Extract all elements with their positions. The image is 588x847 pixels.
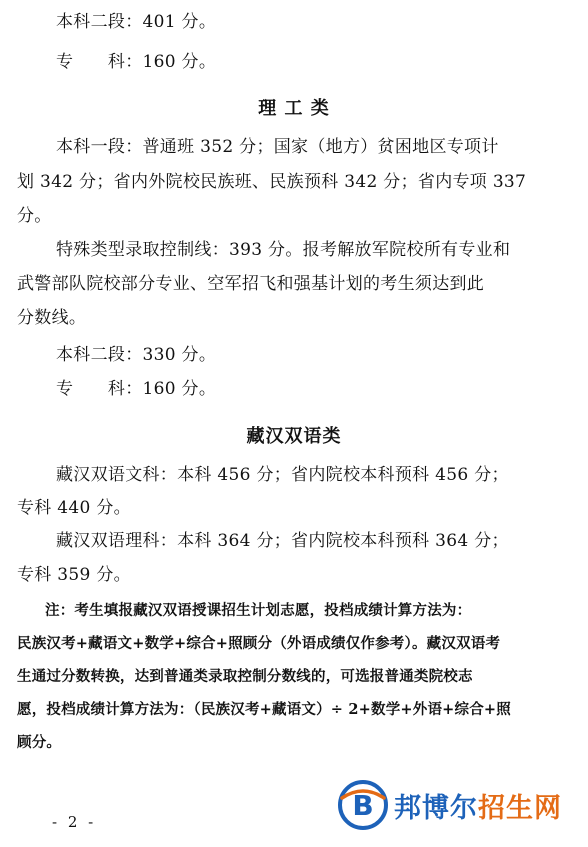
special-cutoff-line-3: 分数线。	[17, 308, 87, 328]
svg-text:B: B	[352, 789, 374, 822]
tibetan-arts-line-2: 专科 440 分。	[17, 498, 131, 518]
note-line-3: 生通过分数转换，达到普通类录取控制分数线的，可选报普通类院校志	[17, 668, 473, 685]
section-heading-tibetan-chinese: 藏汉双语类	[246, 426, 342, 447]
note-line-4: 愿，投档成绩计算方法为：（民族汉考+藏语文）÷ 2+数学+外语+综合+照	[17, 701, 511, 718]
watermark-text	[394, 786, 562, 825]
tier2-science-line: 本科二段：330 分。	[56, 345, 217, 365]
junior-college-arts-line: 专 科：160 分。	[56, 52, 217, 72]
tibetan-arts-line-1: 藏汉双语文科：本科 456 分；省内院校本科预科 456 分；	[56, 465, 509, 485]
tier1-science-line-1: 本科一段：普通班 352 分；国家（地方）贫困地区专项计	[56, 137, 499, 157]
special-cutoff-line-2: 武警部队院校部分专业、空军招飞和强基计划的考生须达到此	[17, 274, 485, 294]
tibetan-science-line-2: 专科 359 分。	[17, 565, 131, 585]
note-line-5: 顾分。	[17, 734, 62, 751]
site-watermark	[336, 776, 562, 834]
page-number: - 2 -	[52, 813, 97, 831]
b-logo-icon	[336, 778, 390, 832]
watermark-text-suffix: 招生网	[478, 792, 562, 824]
note-line-1: 注：考生填报藏汉双语授课招生计划志愿，投档成绩计算方法为：	[45, 602, 472, 619]
tier1-science-line-3: 分。	[17, 206, 52, 226]
tier1-science-line-2: 划 342 分；省内外院校民族班、民族预科 342 分；省内专项 337	[17, 172, 527, 192]
special-cutoff-line-1: 特殊类型录取控制线：393 分。报考解放军院校所有专业和	[56, 240, 511, 260]
tier2-arts-line: 本科二段：401 分。	[56, 12, 217, 32]
tibetan-science-line-1: 藏汉双语理科：本科 364 分；省内院校本科预科 364 分；	[56, 531, 509, 551]
section-heading-science: 理 工 类	[258, 98, 330, 119]
note-line-2: 民族汉考+藏语文+数学+综合+照顾分（外语成绩仅作参考）。藏汉双语考	[17, 635, 501, 652]
watermark-text-brand: 邦博尔	[394, 792, 478, 824]
junior-college-science-line: 专 科：160 分。	[56, 379, 217, 399]
